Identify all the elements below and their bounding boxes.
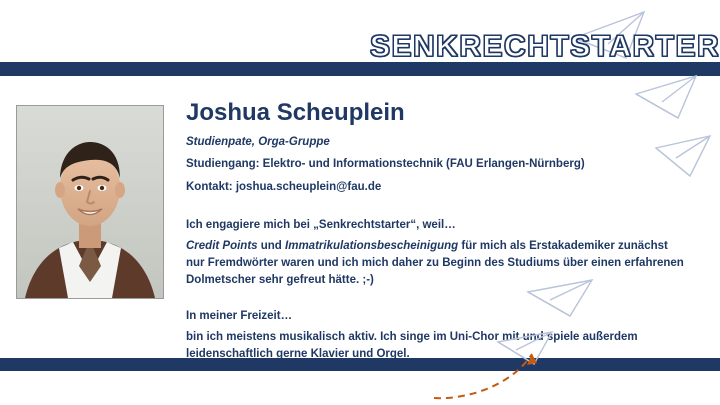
paper-plane-icon [526,278,598,320]
section-heading-freetime: In meiner Freizeit… [186,310,293,323]
motivation-rest-text: für mich als Erstakademiker zunächst nur Fremdwörter waren und ich mich daher zu Beginn des Studiums über einen erfahrenen Dolmetscher sehr gefreut hätte. ;-) [186,240,684,286]
page-title: SENKRECHTSTARTER [370,30,720,63]
person-contact-line: Kontakt: joshua.scheuplein@fau.de [186,181,382,194]
person-name: Joshua Scheuplein [186,99,405,126]
section-body-freetime: bin ich meistens musikalisch aktiv. Ich singe im Uni-Chor mit und spiele außerdem leidenschaftlich gerne Klavier und Orgel. [186,331,638,360]
emphasis-credit-points: Credit Points [186,240,258,253]
person-role: Studienpate, Orga-Gruppe [186,136,330,149]
paper-plane-icon [634,74,702,122]
section-heading-motivation: Ich engagiere mich bei „Senkrechtstarter“, weil… [186,219,456,232]
motivation-mid-text: und [257,240,286,253]
dashed-arc-decoration [432,352,552,400]
profile-content [186,100,686,363]
person-study-line: Studiengang: Elektro- und Informationstechnik (FAU Erlangen-Nürnberg) [186,158,585,171]
emphasis-immatrikulationsbescheinigung: Immatrikulationsbescheinigung [285,240,459,253]
paper-plane-icon [654,132,716,180]
avatar [16,105,164,299]
section-body-motivation [186,238,686,288]
